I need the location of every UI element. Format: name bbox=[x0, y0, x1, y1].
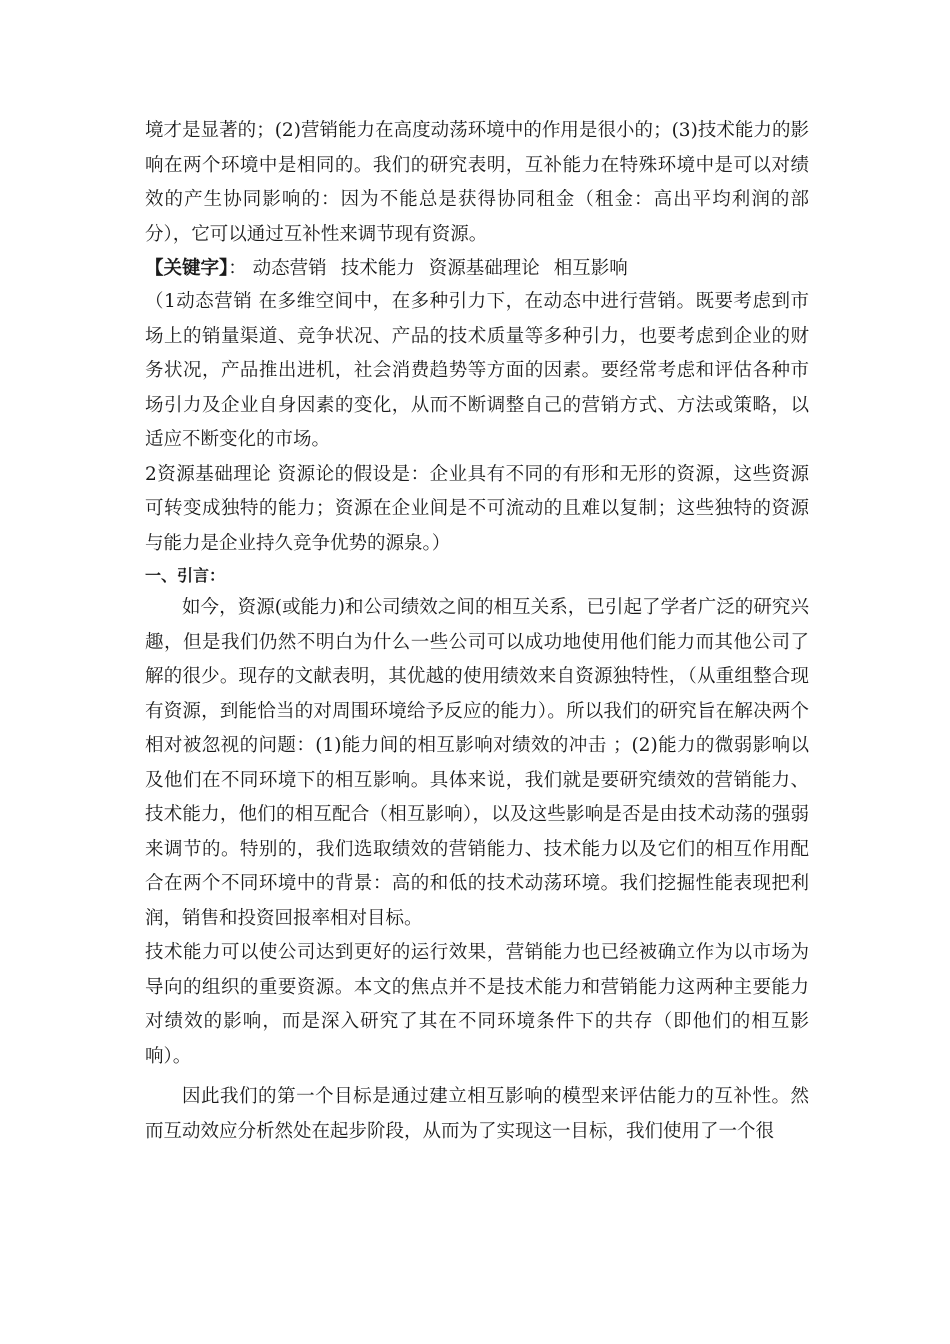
keywords-separator: ： bbox=[228, 258, 247, 279]
section-heading-introduction: 一、引言： bbox=[145, 566, 226, 585]
document-page bbox=[145, 114, 809, 1149]
keywords-line bbox=[145, 252, 809, 285]
keyword-item: 资源基础理论 bbox=[428, 258, 540, 279]
keyword-item: 动态营销 bbox=[252, 258, 327, 279]
note-dynamic-marketing: （1动态营销 在多维空间中，在多种引力下，在动态中进行营销。既要考虑到市场上的销量渠道、竞争状况、产品的技术质量等多种引力，也要考虑到企业的财务状况，产品推出进机，社会消费趋势等方面的因素。要经常考虑和评估各种市场引力及企业自身因素的变化，从而不断调整自己的营销方式、方法或策略，以适应不断变化的市场。 bbox=[145, 291, 809, 450]
intro-paragraph: 如今，资源(或能力)和公司绩效之间的相互关系，已引起了学者广泛的研究兴趣，但是我们仍然不明白为什么一些公司可以成功地使用他们能力而其他公司了解的很少。现存的文献表明，其优越的使用绩效来自资源独特性，（从重组整合现有资源，到能恰当的对周围环境给予反应的能力）。所以我们的研究旨在解决两个相对被忽视的问题：(1)能力间的相互影响对绩效的冲击 ；(2)能力的微弱影响以及他们在不同环境下的相互影响。具体来说，我们就是要研究绩效的营销能力、技术能力，他们的相互配合（相互影响），以及这些影响是否是由技术动荡的强弱来调节的。特别的，我们选取绩效的营销能力、技术能力以及它们的相互作用配合在两个不同环境中的背景：高的和低的技术动荡环境。我们挖掘性能表现把利润，销售和投资回报率相对目标。 bbox=[145, 597, 809, 929]
note-resource-based-theory: 2资源基础理论 资源论的假设是：企业具有不同的有形和无形的资源，这些资源可转变成独特的能力；资源在企业间是不可流动的且难以复制；这些独特的资源与能力是企业持久竞争优势的源泉。） bbox=[145, 463, 809, 554]
intro-paragraph: 因此我们的第一个目标是通过建立相互影响的模型来评估能力的互补性。然而互动效应分析然处在起步阶段，从而为了实现这一目标，我们使用了一个很 bbox=[145, 1086, 809, 1142]
keyword-item: 相互影响 bbox=[553, 258, 628, 279]
intro-paragraph: 技术能力可以使公司达到更好的运行效果，营销能力也已经被确立作为以市场为导向的组织的重要资源。本文的焦点并不是技术能力和营销能力这两种主要能力对绩效的影响，而是深入研究了其在不同环境条件下的共存（即他们的相互影响）。 bbox=[145, 942, 809, 1067]
keywords-label: 【关键字】 bbox=[145, 258, 229, 279]
abstract-tail-paragraph: 境才是显著的；(2)营销能力在高度动荡环境中的作用是很小的；(3)技术能力的影响在两个环境中是相同的。我们的研究表明，互补能力在特殊环境中是可以对绩效的产生协同影响的：因为不能总是获得协同租金（租金：高出平均利润的部分），它可以通过互补性来调节现有资源。 bbox=[145, 120, 809, 245]
keyword-item: 技术能力 bbox=[340, 258, 415, 279]
